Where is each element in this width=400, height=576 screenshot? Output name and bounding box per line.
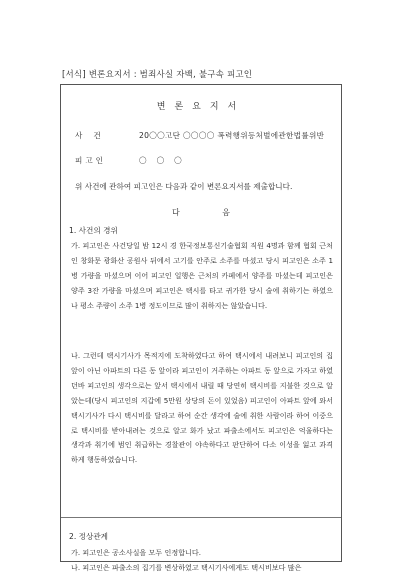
section-separator-heading: 다 음 bbox=[172, 208, 230, 217]
section-1-paragraph-na: 나. 그런데 택시기사가 목적지에 도착하였다고 하여 택시에서 내려보니 피고인의 집 앞이 아닌 아파트의 다른 동 앞이라 피고인이 거주하는 아파트 동 앞으로 가자고 하였던바 피고인의 생각으로는 앞서 택시에서 내릴 때 당연히 택시비를 지불한 것으로 알았는데(당시 피고인의 지갑에 5만원 상당의 돈이 있었음) 피고인이 아파트 앞에 와서 택시기사가 다시 택시비를 달라고 하여 순간 생각에 술에 취한 사람이라 하여 이중으로 택시비를 받아내려는 것으로 알고 화가 났고 파출소에서도 피고인은 억울하다는 생각과 취기에 범인 취급하는 경찰관이 야속하다고 판단하여 다소 이성을 잃고 과격하게 행동하였습니다. bbox=[71, 351, 333, 465]
section-2-heading: 2. 정상관계 bbox=[69, 532, 109, 541]
case-value: 20〇〇고단 〇〇〇〇 폭력행위등처벌에관한법률위반 bbox=[139, 131, 325, 140]
document-title: 변론요지서 bbox=[156, 102, 246, 112]
defendant-value: 〇〇〇 bbox=[139, 156, 192, 165]
section-2-paragraph-ga: 가. 피고인은 공소사실을 모두 인정합니다. bbox=[71, 548, 202, 557]
section-1-heading: 1. 사건의 경위 bbox=[69, 226, 118, 235]
intro-sentence: 위 사건에 관하여 피고인은 다음과 같이 변론요지서를 제출합니다. bbox=[75, 182, 293, 191]
document-page bbox=[60, 84, 342, 572]
section-1-paragraph-ga: 가. 피고인은 사건당일 밤 12시 경 한국정보통신기술협회 직원 4명과 함께 협회 근처인 창화문 광화산 공원사 뒤에서 고기를 안주로 소주를 마셨고 당시 피고인은 소주 1병 가량을 마셨으며 이어 피고인 일행은 근처의 카페에서 양주를 마셨는데 피고인은 양주 3잔 가량을 마셨으며 피고인은 택시를 타고 귀가한 당시 술에 취하기는 하였으나 평소 주량이 소주 1병 정도이므로 많이 취하지는 않았습니다. bbox=[71, 241, 333, 310]
form-type-label: [서식] 변론요지서 : 범죄사실 자백, 불구속 피고인 bbox=[62, 70, 253, 80]
section-2-paragraph-na: 나. 피고인은 파출소의 집기를 변상하였고 택시기사에게도 택시비보다 많은 bbox=[71, 563, 302, 572]
divider bbox=[61, 517, 341, 518]
case-label: 사건 bbox=[75, 131, 112, 140]
defendant-label: 피고인 bbox=[75, 156, 107, 165]
